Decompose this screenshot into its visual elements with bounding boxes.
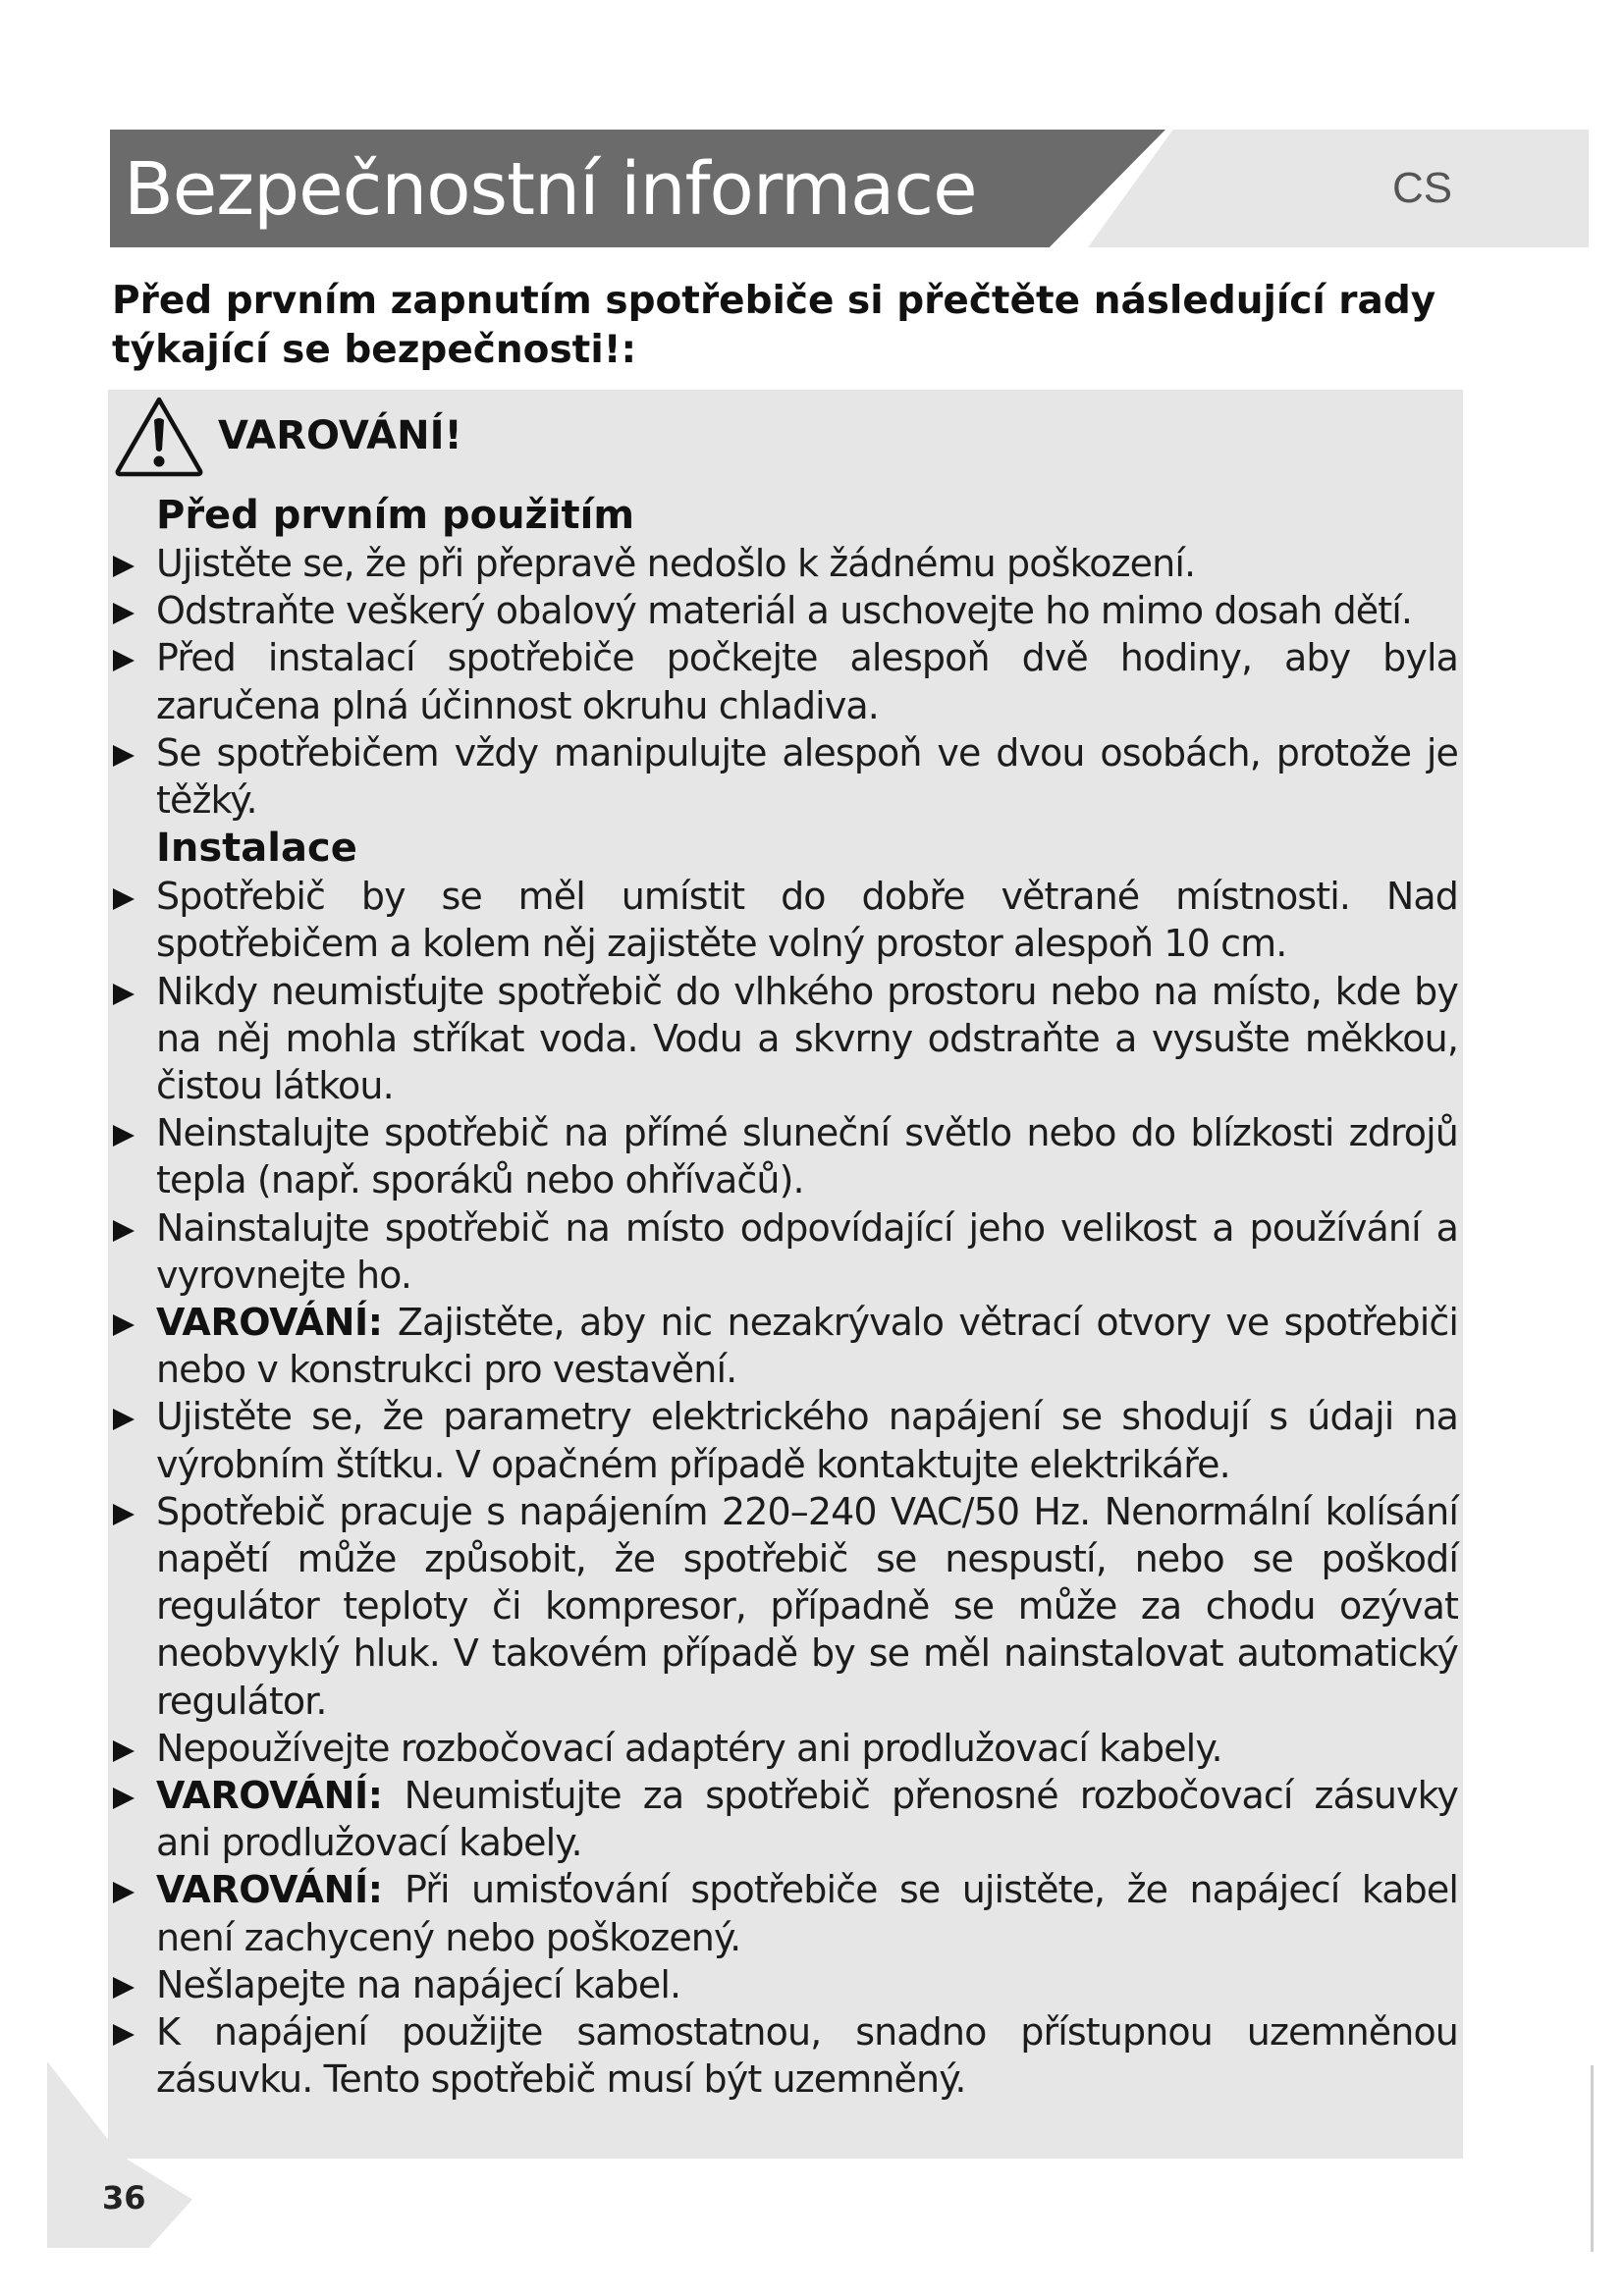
page-number: 36 (102, 2179, 146, 2216)
item-text: Neumisťujte za spotřebič přenosné rozbočovací zásuvky ani prodlužovací kabely. (156, 1774, 1458, 1865)
bullet-arrow-icon (113, 1740, 135, 1762)
list-item (113, 1961, 1458, 2008)
bullet-arrow-icon (113, 650, 135, 671)
list-item (113, 2008, 1458, 2103)
page-title: Bezpečnostní informace (124, 147, 977, 232)
list-item (113, 1772, 1458, 1866)
item-text: Nepoužívejte rozbočovací adaptéry ani prodlužovací kabely. (156, 1726, 1222, 1770)
language-code: CS (1392, 164, 1453, 212)
bullet-arrow-icon (113, 1220, 135, 1242)
warning-lead: VAROVÁNÍ: (156, 1774, 383, 1818)
bullet-arrow-icon (113, 1314, 135, 1336)
item-text: Nešlapejte na napájecí kabel. (156, 1962, 681, 2006)
warning-title: VAROVÁNÍ! (218, 413, 462, 458)
warning-lead: VAROVÁNÍ: (156, 1868, 383, 1912)
bullet-arrow-icon (113, 603, 135, 624)
intro-text: Před prvním zapnutím spotřebiče si přečtěte následující rady týkající se bezpečnosti!: (112, 279, 1436, 372)
item-text: Nainstalujte spotřebič na místo odpovídající jeho velikost a používání a vyrovnejte ho. (156, 1205, 1458, 1297)
section-heading: Instalace (156, 826, 357, 872)
item-text: Se spotřebičem vždy manipulujte alespoň ve dvou osobách, protože je těžký. (156, 730, 1458, 823)
list-item (113, 540, 1458, 587)
bullet-arrow-icon (113, 1977, 135, 1999)
list-item (113, 587, 1458, 634)
section-before-first-use (113, 491, 1458, 824)
item-text: K napájení použijte samostatnou, snadno přístupnou uzemněnou zásuvku. Tento spotřebič musí být uzemněný. (156, 2010, 1458, 2102)
item-text: Ujistěte se, že parametry elektrického napájení se shodují s údaji na výrobním štítku. V opačném případě kontaktujte elektrikáře. (156, 1395, 1458, 1486)
item-text: Zajistěte, aby nic nezakrývalo větrací otvory ve spotřebiči nebo v konstrukci pro vestavění. (156, 1301, 1458, 1392)
list-item (113, 1393, 1458, 1487)
list-item (113, 1204, 1458, 1299)
items-before-first-use (113, 540, 1458, 824)
item-text: Odstraňte veškerý obalový materiál a uschovejte ho mimo dosah dětí. (156, 589, 1413, 633)
bullet-arrow-icon (113, 1125, 135, 1147)
item-text: Spotřebič by se měl umístit do dobře větrané místnosti. Nad spotřebičem a kolem něj zajistěte volný prostor alespoň 10 cm. (156, 875, 1458, 966)
section-installation (113, 824, 1458, 2103)
header-band-right (1088, 130, 1589, 247)
list-item (113, 873, 1458, 967)
list-item (113, 1866, 1458, 1960)
list-item (113, 1299, 1458, 1393)
safety-content (113, 491, 1458, 2104)
item-text: Nikdy neumisťujte spotřebič do vlhkého prostoru nebo na místo, kde by na něj mohla stříkat voda. Vodu a skvrny odstraňte a vysušte měkkou, čistou látkou. (156, 969, 1458, 1108)
list-item (113, 968, 1458, 1110)
bullet-arrow-icon (113, 745, 135, 767)
bullet-arrow-icon (113, 888, 135, 910)
warning-lead: VAROVÁNÍ: (156, 1301, 383, 1345)
bullet-arrow-icon (113, 556, 135, 577)
bullet-arrow-icon (113, 1788, 135, 1809)
list-item (113, 1109, 1458, 1203)
item-text: Při umisťování spotřebiče se ujistěte, že napájecí kabel není zachycený nebo poškozený. (156, 1868, 1458, 1959)
bullet-arrow-icon (113, 1504, 135, 1525)
item-text: Neinstalujte spotřebič na přímé sluneční světlo nebo do blízkosti zdrojů tepla (např. sporáků nebo ohřívačů). (156, 1111, 1458, 1202)
bullet-arrow-icon (113, 984, 135, 1005)
item-text: Spotřebič pracuje s napájením 220–240 VAC/50 Hz. Nenormální kolísání napětí může způsobit, že spotřebič se nespustí, nebo se poškodí regulátor teploty či kompresor, případně se může za chodu ozývat neobvyklý hluk. V takovém případě by se měl nainstalovat automatický regulátor. (156, 1489, 1458, 1723)
list-item (113, 1488, 1458, 1725)
list-item (113, 634, 1458, 728)
warning-triangle-icon (114, 395, 204, 477)
bullet-arrow-icon (113, 1409, 135, 1430)
items-installation (113, 873, 1458, 2103)
list-item (113, 729, 1458, 824)
bullet-arrow-icon (113, 2024, 135, 2046)
page-edge-line (1591, 2065, 1594, 2252)
list-item (113, 1725, 1458, 1772)
bullet-arrow-icon (113, 1882, 135, 1903)
item-text: Před instalací spotřebiče počkejte alespoň dvě hodiny, aby byla zaručena plná účinnost okruhu chladiva. (156, 636, 1458, 727)
item-text: Ujistěte se, že při přepravě nedošlo k žádnému poškození. (156, 542, 1196, 585)
section-heading: Před prvním použitím (156, 493, 635, 538)
